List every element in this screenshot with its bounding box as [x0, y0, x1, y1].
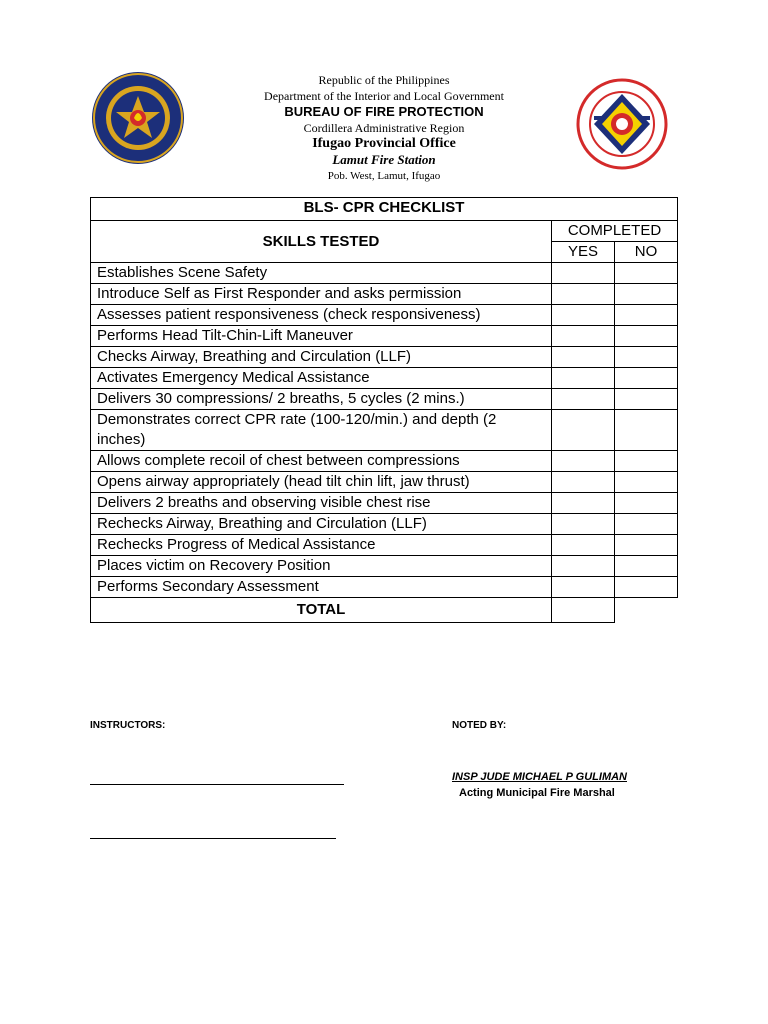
yes-checkbox-cell[interactable] — [552, 577, 615, 598]
checklist-item-row — [91, 284, 678, 305]
no-checkbox-cell[interactable] — [615, 556, 678, 577]
checklist-title: BLS- CPR CHECKLIST — [91, 198, 678, 221]
no-checkbox-cell[interactable] — [615, 410, 678, 451]
completed-header: COMPLETED — [552, 221, 678, 242]
header-address: Pob. West, Lamut, Ifugao — [327, 170, 441, 182]
checklist-item-row — [91, 410, 678, 451]
no-checkbox-cell[interactable] — [615, 451, 678, 472]
checklist-item-label: Introduce Self as First Responder and asks permission — [91, 284, 552, 305]
checklist-item-row — [91, 472, 678, 493]
no-checkbox-cell[interactable] — [615, 326, 678, 347]
checklist-item-label: Checks Airway, Breathing and Circulation (LLF) — [91, 347, 552, 368]
header-bureau: BUREAU OF FIRE PROTECTION — [284, 104, 484, 119]
checklist-item-row — [91, 451, 678, 472]
header-department: Department of the Interior and Local Government — [264, 89, 504, 103]
no-checkbox-cell[interactable] — [615, 368, 678, 389]
yes-checkbox-cell[interactable] — [552, 472, 615, 493]
checklist-header-row — [91, 221, 678, 242]
yes-checkbox-cell[interactable] — [552, 451, 615, 472]
checklist-item-row — [91, 556, 678, 577]
total-row — [91, 598, 678, 623]
checklist-item-label: Allows complete recoil of chest between compressions — [91, 451, 552, 472]
checklist-item-label: Demonstrates correct CPR rate (100-120/min.) and depth (2 inches) — [91, 410, 552, 451]
yes-checkbox-cell[interactable] — [552, 389, 615, 410]
checklist-item-row — [91, 514, 678, 535]
checklist-item-row — [91, 263, 678, 284]
checklist-item-label: Establishes Scene Safety — [91, 263, 552, 284]
checklist-item-row — [91, 347, 678, 368]
checklist-item-label: Rechecks Airway, Breathing and Circulation (LLF) — [91, 514, 552, 535]
checklist-item-label: Delivers 30 compressions/ 2 breaths, 5 cycles (2 mins.) — [91, 389, 552, 410]
checklist-item-row — [91, 535, 678, 556]
yes-checkbox-cell[interactable] — [552, 514, 615, 535]
checklist-item-row — [91, 493, 678, 514]
cpr-checklist-table — [90, 197, 678, 623]
yes-checkbox-cell[interactable] — [552, 556, 615, 577]
checklist-item-label: Activates Emergency Medical Assistance — [91, 368, 552, 389]
checklist-item-row — [91, 368, 678, 389]
checklist-item-label: Delivers 2 breaths and observing visible chest rise — [91, 493, 552, 514]
checklist-item-row — [91, 326, 678, 347]
checklist-title-row — [91, 198, 678, 221]
yes-checkbox-cell[interactable] — [552, 305, 615, 326]
no-checkbox-cell[interactable] — [615, 347, 678, 368]
noted-by-role: Acting Municipal Fire Marshal — [459, 787, 615, 799]
yes-checkbox-cell[interactable] — [552, 535, 615, 556]
yes-checkbox-cell[interactable] — [552, 326, 615, 347]
yes-checkbox-cell[interactable] — [552, 368, 615, 389]
no-checkbox-cell[interactable] — [615, 389, 678, 410]
checklist-item-label: Assesses patient responsiveness (check responsiveness) — [91, 305, 552, 326]
checklist-item-label: Performs Secondary Assessment — [91, 577, 552, 598]
yes-checkbox-cell[interactable] — [552, 263, 615, 284]
yes-header: YES — [552, 242, 615, 263]
noted-by-label: NOTED BY: — [452, 720, 507, 731]
no-checkbox-cell[interactable] — [615, 577, 678, 598]
document-header — [0, 72, 768, 184]
no-checkbox-cell[interactable] — [615, 305, 678, 326]
no-checkbox-cell[interactable] — [615, 514, 678, 535]
yes-checkbox-cell[interactable] — [552, 410, 615, 451]
instructors-label: INSTRUCTORS: — [90, 720, 166, 731]
no-checkbox-cell[interactable] — [615, 472, 678, 493]
checklist-item-label: Performs Head Tilt-Chin-Lift Maneuver — [91, 326, 552, 347]
total-label: TOTAL — [91, 598, 552, 623]
no-checkbox-cell[interactable] — [615, 535, 678, 556]
instructor-signature-line-1 — [90, 784, 344, 785]
no-checkbox-cell[interactable] — [615, 284, 678, 305]
instructor-signature-line-2 — [90, 838, 336, 839]
checklist-item-row — [91, 305, 678, 326]
total-yes-cell[interactable] — [552, 598, 615, 623]
no-checkbox-cell[interactable] — [615, 263, 678, 284]
no-header: NO — [615, 242, 678, 263]
checklist-item-label: Places victim on Recovery Position — [91, 556, 552, 577]
checklist-item-row — [91, 389, 678, 410]
yes-checkbox-cell[interactable] — [552, 284, 615, 305]
skills-tested-header: SKILLS TESTED — [91, 221, 552, 263]
checklist-item-label: Opens airway appropriately (head tilt chin lift, jaw thrust) — [91, 472, 552, 493]
header-region: Cordillera Administrative Region — [303, 121, 465, 135]
yes-checkbox-cell[interactable] — [552, 347, 615, 368]
header-fire-station: Lamut Fire Station — [332, 152, 436, 167]
total-empty-cell — [615, 598, 678, 623]
checklist-item-label: Rechecks Progress of Medical Assistance — [91, 535, 552, 556]
header-republic: Republic of the Philippines — [318, 73, 450, 87]
header-provincial-office: Ifugao Provincial Office — [312, 136, 456, 151]
checklist-item-row — [91, 577, 678, 598]
yes-checkbox-cell[interactable] — [552, 493, 615, 514]
no-checkbox-cell[interactable] — [615, 493, 678, 514]
noted-by-name: INSP JUDE MICHAEL P GULIMAN — [452, 771, 627, 783]
